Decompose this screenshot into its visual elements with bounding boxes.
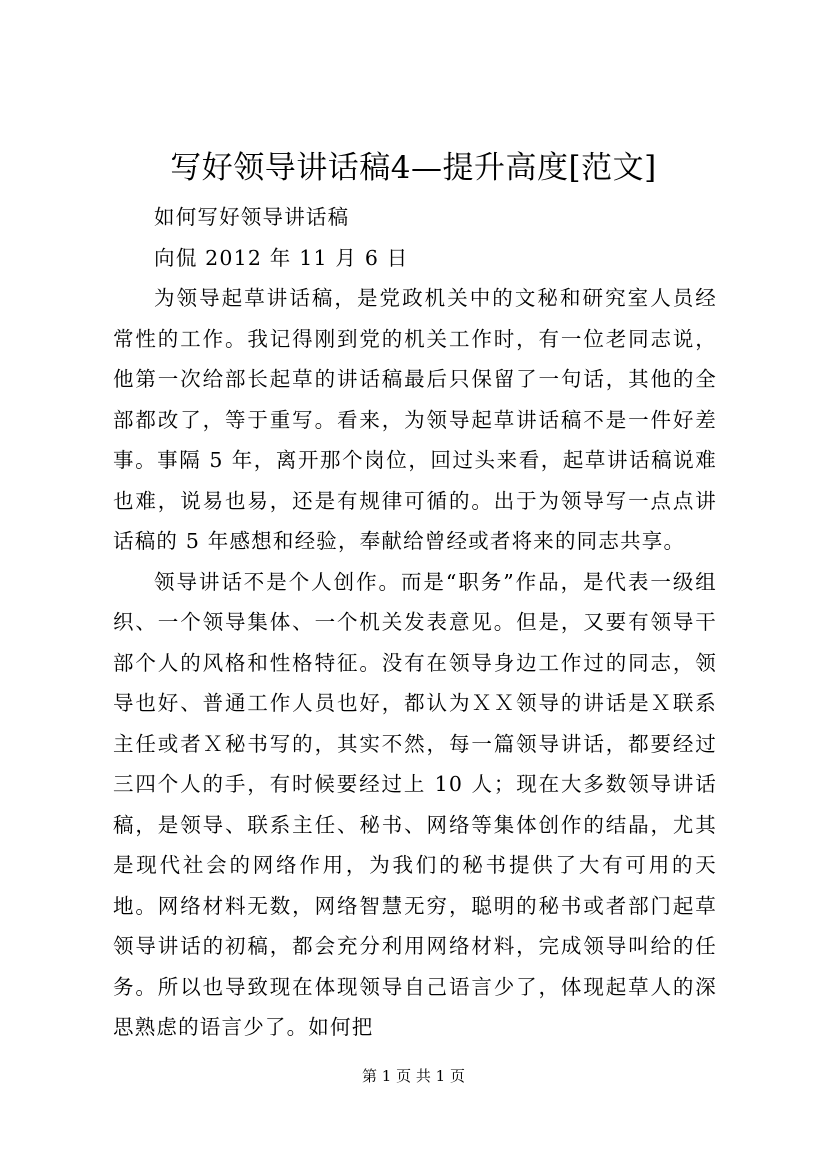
- subtitle-paragraph: 如何写好领导讲话稿: [154, 205, 350, 229]
- page-footer: 第 1 页 共 1 页: [362, 1067, 465, 1085]
- document-title: 写好领导讲话稿4—提升高度[范文]: [170, 150, 657, 186]
- author-date-paragraph: 向侃 2012 年 11 月 6 日: [154, 245, 409, 270]
- body-paragraph-1: 为领导起草讲话稿，是党政机关中的文秘和研究室人员经常性的工作。我记得刚到党的机关工作时，有一位老同志说，他第一次给部长起草的讲话稿最后只保留了一句话，其他的全部都改了，等于重写。看来，为领导起草讲话稿不是一件好差事。事隔 5 年，离开那个岗位，回过头来看，起草讲话稿说难也难，说易也易，还是有规律可循的。出于为领导写一点点讲话稿的 5 年感想和经验，奉献给曾经或者将来的同志共享。: [113, 286, 717, 553]
- document-body: [113, 197, 717, 1048]
- body-paragraph-2: 领导讲话不是个人创作。而是“职务”作品，是代表一级组织、一个领导集体、一个机关发表意见。但是，又要有领导干部个人的风格和性格特征。没有在领导身边工作过的同志，领导也好、普通工作人员也好，都认为ＸＸ领导的讲话是Ｘ联系主任或者Ｘ秘书写的，其实不然，每一篇领导讲话，都要经过三四个人的手，有时候要经过上 10 人；现在大多数领导讲话稿，是领导、联系主任、秘书、网络等集体创作的结晶，尤其是现代社会的网络作用，为我们的秘书提供了大有可用的天地。网络材料无数，网络智慧无穷，聪明的秘书或者部门起草领导讲话的初稿，都会充分利用网络材料，完成领导叫给的任务。所以也导致现在体现领导自己语言少了，体现起草人的深思熟虑的语言少了。如何把: [113, 569, 717, 1039]
